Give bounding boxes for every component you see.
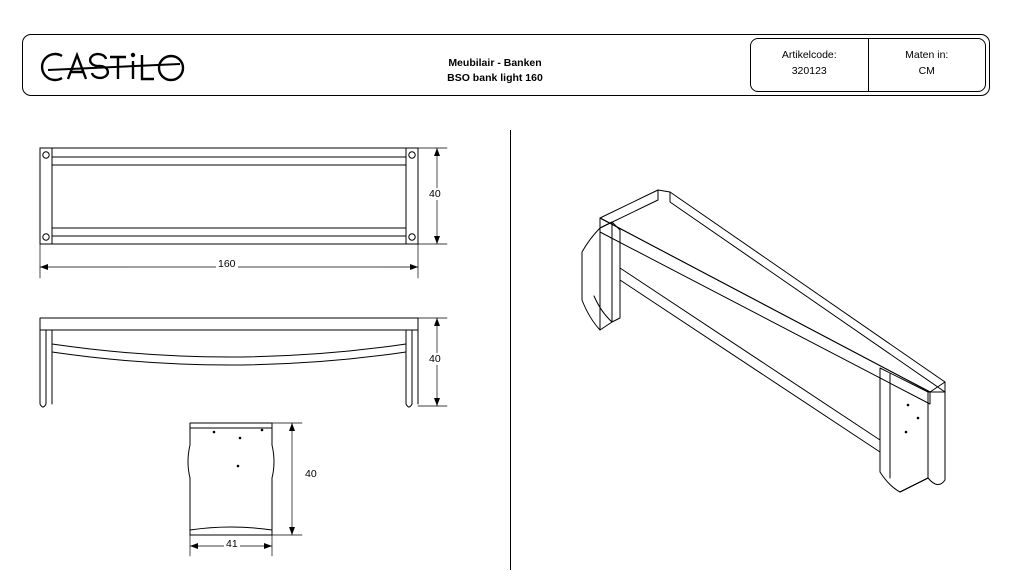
side-view-height-label: 40 bbox=[305, 468, 317, 480]
side-view-geometry bbox=[188, 423, 274, 535]
article-code-value: 320123 bbox=[791, 65, 827, 77]
units-cell bbox=[869, 39, 986, 91]
front-view-height-label: 40 bbox=[429, 353, 441, 365]
product-category: Meubilair - Banken bbox=[448, 57, 542, 69]
article-code-box bbox=[750, 38, 986, 92]
units-label: Maten in: bbox=[905, 49, 949, 61]
product-title bbox=[330, 56, 660, 86]
top-view-geometry bbox=[40, 148, 418, 244]
side-view-height-dimension bbox=[272, 423, 302, 535]
product-name: BSO bank light 160 bbox=[447, 72, 543, 84]
isometric-view-geometry bbox=[582, 190, 945, 492]
castilo-logo bbox=[30, 44, 215, 88]
article-code-label: Artikelcode: bbox=[781, 49, 837, 61]
article-code-cell bbox=[751, 39, 869, 91]
top-view-length-label: 160 bbox=[218, 258, 236, 270]
sheet-divider bbox=[510, 130, 511, 570]
side-view-width-label: 41 bbox=[226, 538, 238, 550]
logo-dot-icon bbox=[131, 53, 135, 57]
front-view-geometry bbox=[40, 318, 418, 407]
logo-icon bbox=[30, 44, 215, 88]
units-value: CM bbox=[918, 65, 935, 77]
top-view-height-label: 40 bbox=[429, 188, 441, 200]
